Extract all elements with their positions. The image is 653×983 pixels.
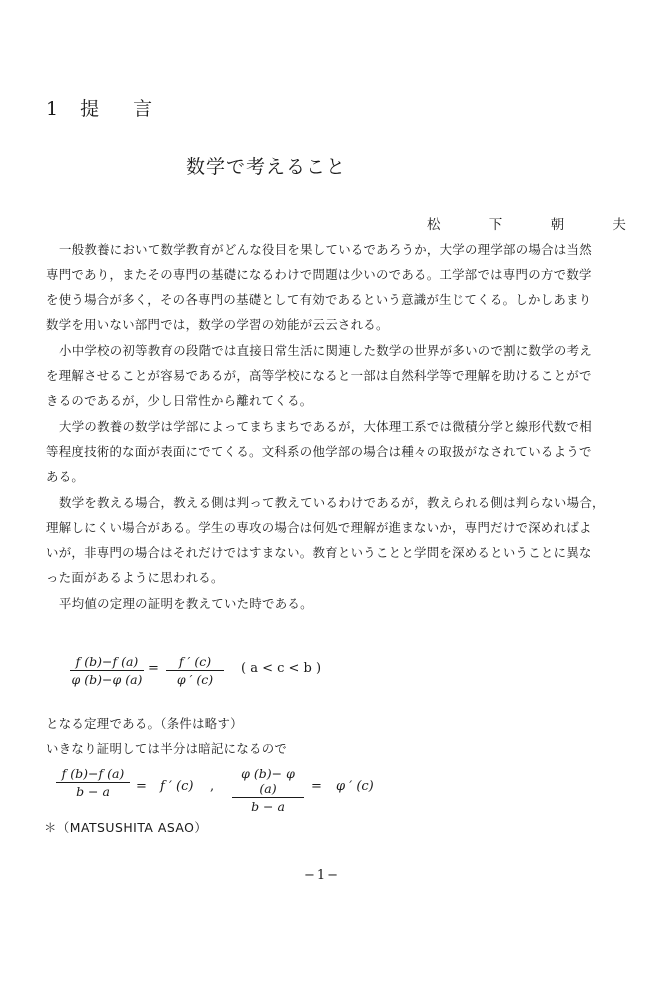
equation1-condition: ( a < c < b ): [241, 661, 322, 676]
equation2-frac2-numerator: φ (b)− φ (a): [241, 766, 295, 796]
body-line: 小中学校の初等教育の段階では直接日常生活に関連した数学の世界が多いので割に数学の考え: [59, 343, 593, 358]
equation2-equals-2: =: [311, 779, 322, 794]
body-line: 等程度技術的な面が表面にでてくる。文科系の他学部の場合は種々の取扱がなされているようで: [46, 444, 592, 459]
body-line: 大学の教養の数学は学部によってまちまちであるが，大体理工系では微積分学と線形代数で相: [59, 419, 592, 434]
equation2-frac2-denominator: b − a: [251, 799, 285, 814]
equation1-rhs-fraction: [166, 654, 224, 687]
fraction-bar: [166, 670, 224, 671]
equation2-fraction-1: [56, 766, 130, 799]
equation1-equals: =: [148, 661, 159, 676]
body-line: 一般教養において数学教育がどんな役目を果しているであろうか，大学の理学部の場合は当然: [59, 242, 592, 257]
equation1-rhs-denominator: φ ′ (c): [176, 672, 214, 687]
fraction-bar: [232, 797, 304, 798]
footnote: ＊（MATSUSHITA ASAO）: [44, 820, 208, 835]
body-line: 数学を用いない部門では，数学の学習の効能が云云される。: [46, 317, 389, 332]
body-line: 専門であり，またその専門の基礎になるわけで問題は少いのである。工学部では専門の方で数学: [46, 267, 592, 282]
equation2-equals-1: =: [136, 779, 147, 794]
body-line: となる定理である。（条件は略す）: [46, 716, 243, 731]
equation2-frac1-numerator: f (b)−f (a): [61, 766, 125, 781]
equation1-lhs-denominator: φ (b)−φ (a): [71, 672, 143, 687]
section-heading-text: 提 言: [80, 98, 167, 120]
section-number: 1: [46, 98, 61, 120]
body-line: いが，非専門の場合はそれだけではすまない。教育ということと学問を深めるということに異な: [46, 545, 592, 560]
fraction-bar: [56, 782, 130, 783]
body-line: った面があるように思われる。: [46, 570, 224, 585]
body-line: いきなり証明しては半分は暗記になるので: [46, 741, 288, 756]
body-line: ある。: [46, 469, 85, 484]
equation2-frac1-denominator: b − a: [76, 784, 110, 799]
body-line: きるのであるが，少し日常性から離れてくる。: [46, 393, 313, 408]
equation2-rhs-2: φ ′ (c): [336, 779, 374, 794]
body-line: 平均値の定理の証明を教えていた時である。: [59, 596, 313, 611]
body-line: 数学を教える場合，教える側は判って教えているわけであるが，教えられる側は判らない場合，: [59, 495, 605, 510]
author-name: 松 下 朝 夫: [427, 217, 648, 233]
page-number: −1−: [304, 868, 341, 883]
equation2-comma: ,: [210, 779, 215, 794]
body-line: 理解しにくい場合がある。学生の専攻の場合は何処で理解が進まないか，専門だけで深めればよ: [46, 520, 592, 535]
section-heading: [46, 94, 166, 121]
paper-title: 数学で考えること: [186, 156, 347, 178]
equation2-fraction-2: [232, 766, 304, 814]
fraction-bar: [70, 670, 144, 671]
equation2-rhs-1: f ′ (c): [160, 779, 194, 794]
equation1-rhs-numerator: f ′ (c): [178, 654, 212, 669]
body-line: を使う場合が多く，その各専門の基礎として有効であるという意識が生じてくる。しかしあまり: [46, 292, 592, 307]
body-line: を理解させることが容易であるが，高等学校になると一部は自然科学等で理解を助けることがで: [46, 368, 592, 383]
equation1-lhs-fraction: [70, 654, 144, 687]
equation1-lhs-numerator: f (b)−f (a): [75, 654, 139, 669]
